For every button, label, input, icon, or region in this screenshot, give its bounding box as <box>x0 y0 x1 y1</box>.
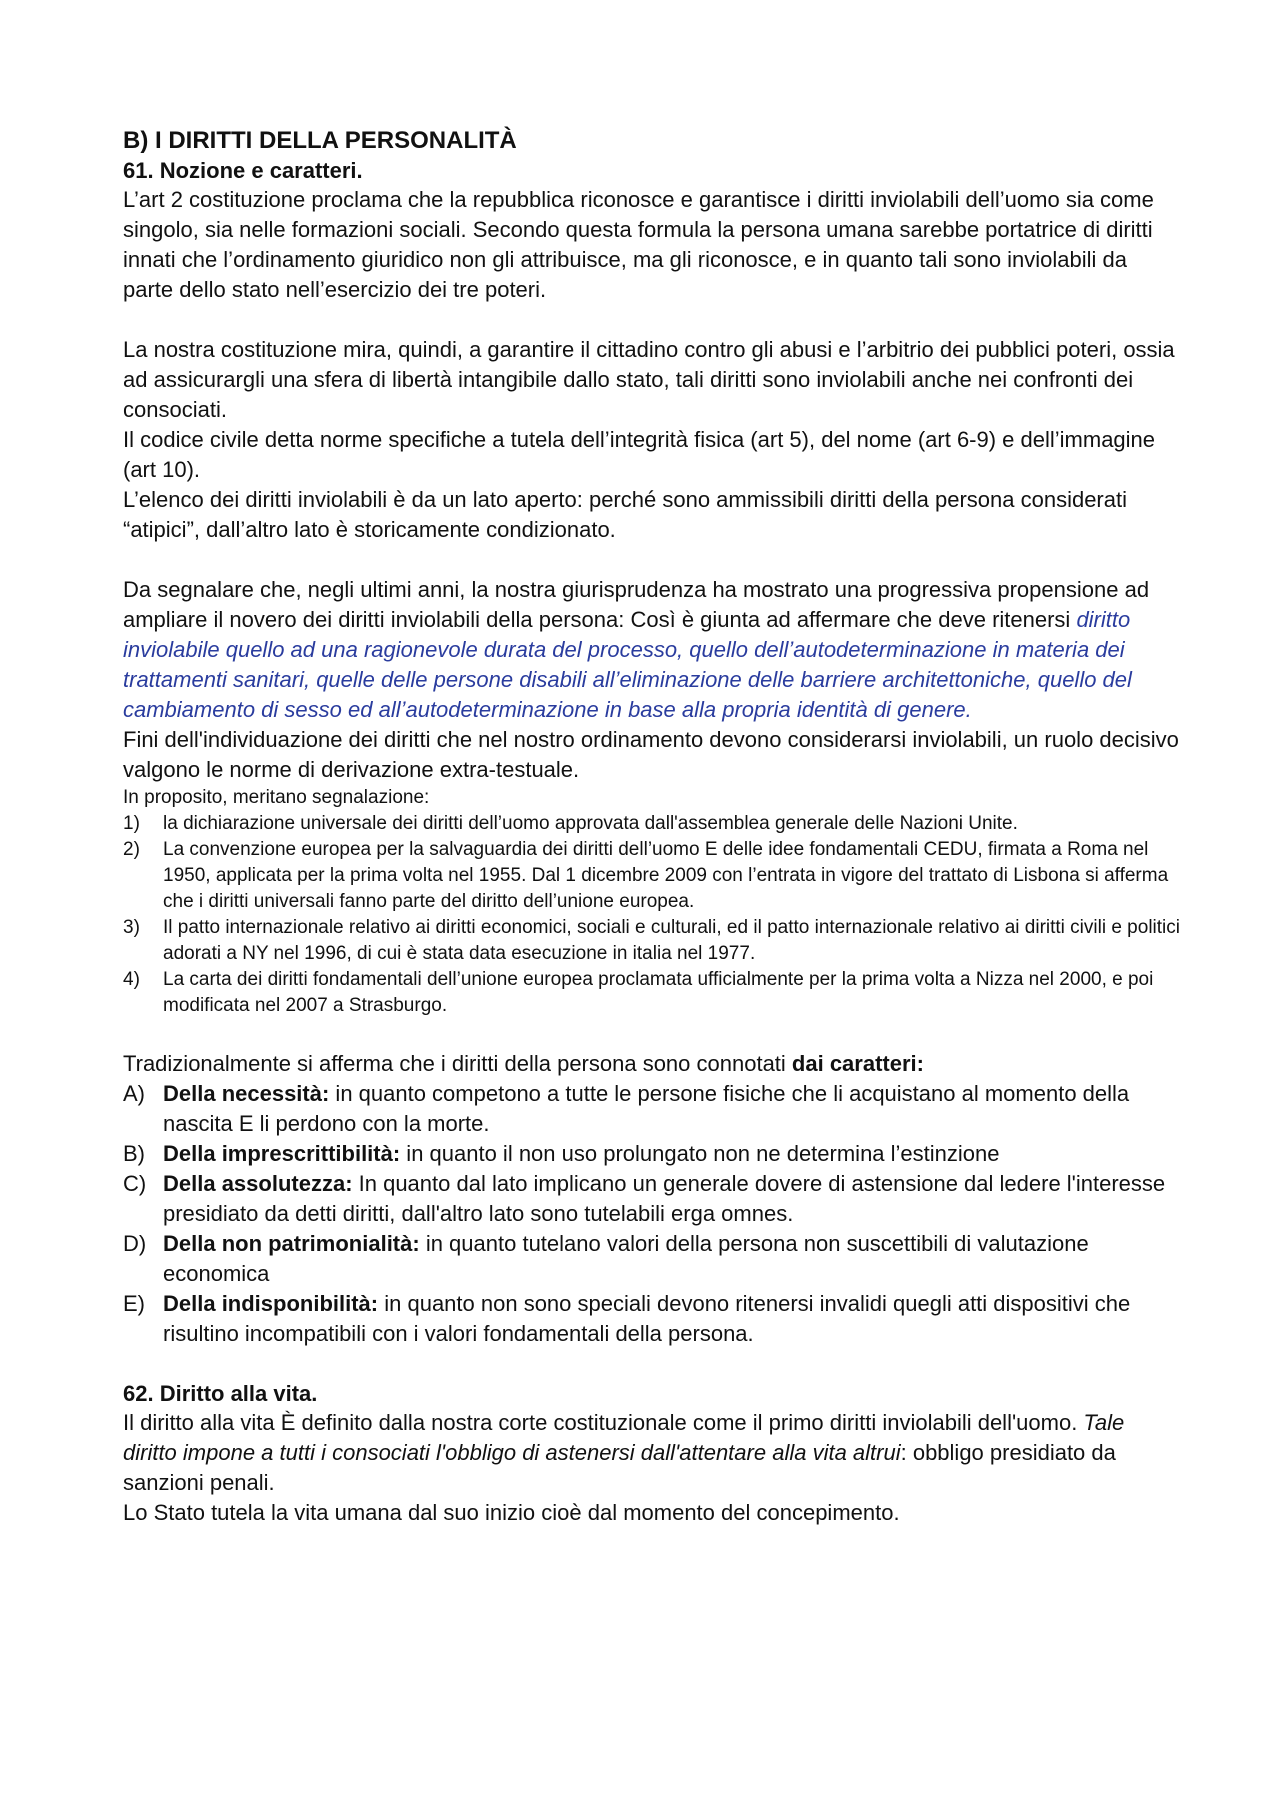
paragraph: Lo Stato tutela la vita umana dal suo inizio cioè dal momento del concepimento. <box>123 1500 900 1525</box>
term-description: In quanto dal lato implicano un generale dovere di astensione dal ledere l'interesse presidiato da detti diritti, dall'altro lato sono tutelabili erga omnes. <box>163 1171 1166 1226</box>
list-letter: E) <box>123 1291 145 1316</box>
list-letter: A) <box>123 1081 145 1106</box>
paragraph-text: Da segnalare che, negli ultimi anni, la nostra giurisprudenza ha mostrato una progressiva propensione ad ampliare il novero dei diritti inviolabili della persona: Così è giunta ad affermare che deve ritenersi <box>123 577 1150 632</box>
list-number: 3) <box>123 917 140 938</box>
paragraph: Fini dell'individuazione dei diritti che nel nostro ordinamento devono considerarsi inviolabili, un ruolo decisivo valgono le norme di derivazione extra-testuale. <box>123 727 1179 782</box>
list-text: la dichiarazione universale dei diritti dell’uomo approvata dall'assemblea generale delle Nazioni Unite. <box>163 813 1018 834</box>
paragraph-text: Il diritto alla vita È definito dalla nostra corte costituzionale come il primo diritti inviolabili dell'uomo. <box>123 1410 1084 1435</box>
caratteri-intro-bold: dai caratteri: <box>791 1051 924 1076</box>
sources-list <box>123 811 1183 1019</box>
list-item <box>123 1289 1183 1349</box>
paragraph: L’elenco dei diritti inviolabili è da un lato aperto: perché sono ammissibili diritti della persona considerati “atipici”, dall’altro lato è storicamente condizionato. <box>123 487 1127 542</box>
list-number: 4) <box>123 969 140 990</box>
list-text: Il patto internazionale relativo ai diritti economici, sociali e culturali, ed il patto internazionale relativo ai diritti civili e politici adorati a NY nel 1996, di cui è stata data esecuzione in italia nel 1977. <box>163 917 1180 964</box>
term-description: in quanto tutelano valori della persona non suscettibili di valutazione economica <box>163 1231 1089 1286</box>
caratteri-intro-text: Tradizionalmente si afferma che i diritti della persona sono connotati <box>123 1051 792 1076</box>
section-title: B) I DIRITTI DELLA PERSONALITÀ <box>123 127 517 154</box>
document-content <box>123 126 1183 1528</box>
list-item <box>123 1169 1183 1229</box>
term: Della imprescrittibilità: <box>163 1141 401 1166</box>
term: Della non patrimonialità: <box>163 1231 420 1256</box>
term: Della assolutezza: <box>163 1171 353 1196</box>
paragraph: La nostra costituzione mira, quindi, a garantire il cittadino contro gli abusi e l’arbitrio dei pubblici poteri, ossia ad assicurargli una sfera di libertà intangibile dallo stato, tali diritti sono inviolabili anche nei confronti dei consociati. <box>123 337 1175 422</box>
term: Della indisponibilità: <box>163 1291 379 1316</box>
term-description: in quanto non sono speciali devono ritenersi invalidi quegli atti dispositivi che risultino incompatibili con i valori fondamentali della persona. <box>163 1291 1131 1346</box>
term-description: in quanto il non uso prolungato non ne determina l’estinzione <box>400 1141 1000 1166</box>
paragraph-text: : obbligo presidiato da sanzioni penali. <box>123 1440 1116 1495</box>
list-intro: In proposito, meritano segnalazione: <box>123 787 430 808</box>
list-item <box>123 1079 1183 1139</box>
list-letter: D) <box>123 1231 147 1256</box>
paragraph: Il codice civile detta norme specifiche a tutela dell’integrità fisica (art 5), del nome (art 6-9) e dell’immagine (art 10). <box>123 427 1156 482</box>
list-item <box>123 967 1183 1019</box>
paragraph <box>123 1408 1183 1498</box>
list-item <box>123 1139 1183 1169</box>
caratteri-list <box>123 1079 1183 1349</box>
list-number: 1) <box>123 813 140 834</box>
list-item <box>123 837 1183 915</box>
list-item <box>123 915 1183 967</box>
term-description: in quanto competono a tutte le persone fisiche che li acquistano al momento della nascita E li perdono con la morte. <box>163 1081 1130 1136</box>
list-letter: C) <box>123 1171 147 1196</box>
list-item <box>123 811 1183 837</box>
list-text: La carta dei diritti fondamentali dell’unione europea proclamata ufficialmente per la prima volta a Nizza nel 2000, e poi modificata nel 2007 a Strasburgo. <box>163 969 1154 1016</box>
italic-text: Tale diritto impone a tutti i consociati l'obbligo di astenersi dall'attentare alla vita altrui <box>123 1410 1125 1465</box>
subsection-title-62: 62. Diritto alla vita. <box>123 1381 318 1406</box>
term: Della necessità: <box>163 1081 330 1106</box>
subsection-title-61: 61. Nozione e caratteri. <box>123 158 363 183</box>
paragraph-with-highlight <box>123 575 1183 725</box>
caratteri-intro <box>123 1049 1183 1079</box>
list-text: La convenzione europea per la salvaguardia dei diritti dell’uomo E delle idee fondamentali CEDU, firmata a Roma nel 1950, applicata per la prima volta nel 1955. Dal 1 dicembre 2009 con l’entrata in vigore del trattato di Lisbona si afferma che i diritti universali fanno parte del diritto dell’unione europea. <box>163 839 1169 912</box>
list-number: 2) <box>123 839 140 860</box>
paragraph: L’art 2 costituzione proclama che la repubblica riconosce e garantisce i diritti inviolabili dell’uomo sia come singolo, sia nelle formazioni sociali. Secondo questa formula la persona umana sarebbe portatrice di diritti innati che l’ordinamento giuridico non gli attribuisce, ma gli riconosce, e in quanto tali sono inviolabili da parte dello stato nell’esercizio dei tre poteri. <box>123 187 1154 302</box>
list-letter: B) <box>123 1141 145 1166</box>
highlighted-text: diritto inviolabile quello ad una ragionevole durata del processo, quello dell’autodeterminazione in materia dei trattamenti sanitari, quelle delle persone disabili all’eliminazione delle barriere architettoniche, quello del cambiamento di sesso ed all’autodeterminazione in base alla propria identità di genere. <box>123 607 1132 722</box>
list-item <box>123 1229 1183 1289</box>
